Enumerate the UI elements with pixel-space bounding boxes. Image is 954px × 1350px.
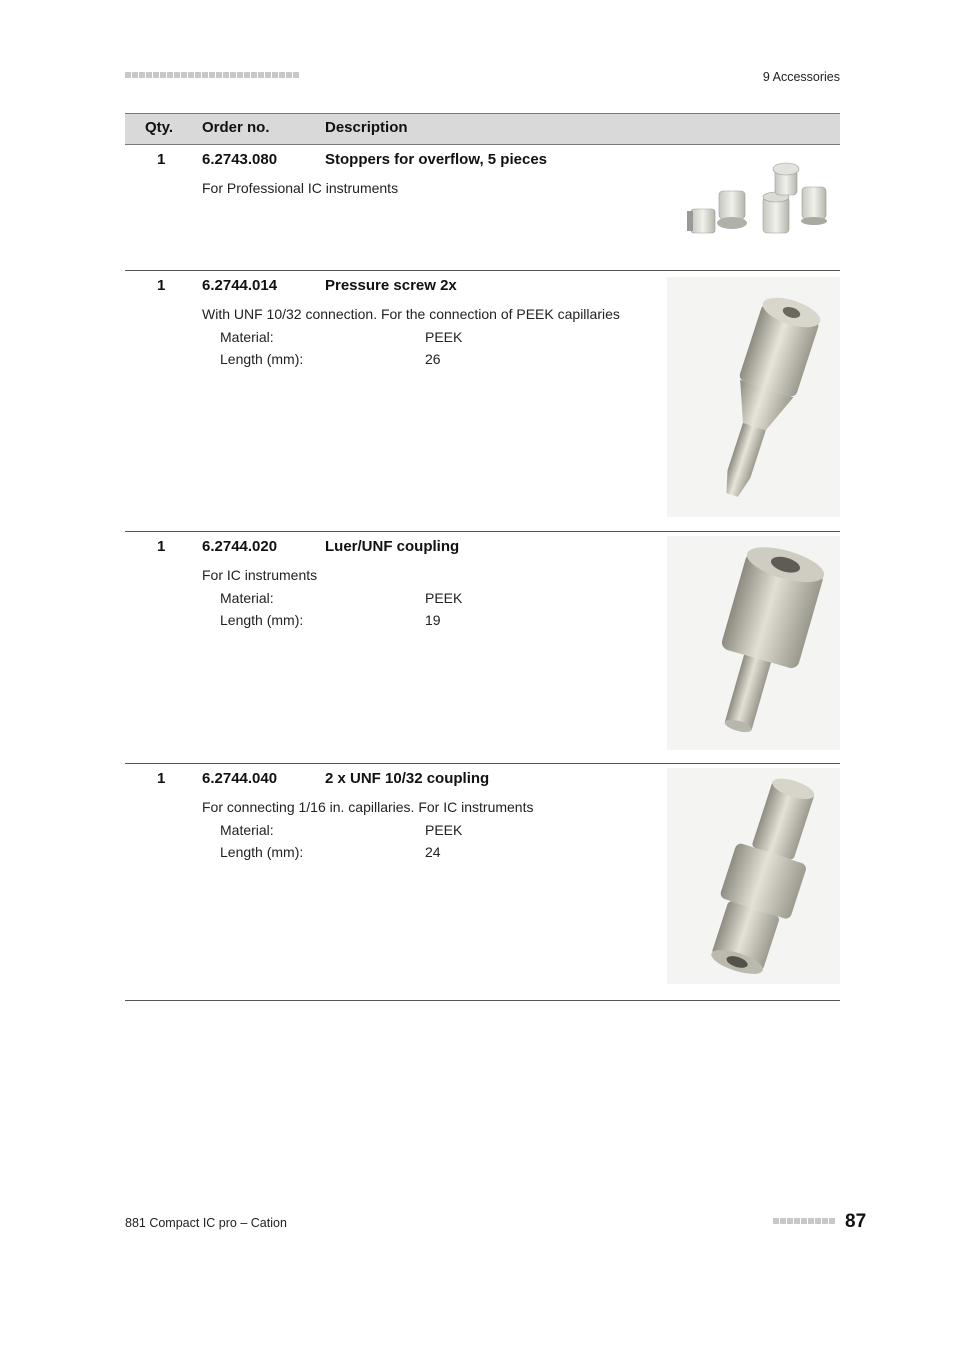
row-order-no: 6.2744.014 (202, 277, 278, 294)
column-header-order: Order no. (202, 119, 270, 136)
row-order-no: 6.2744.040 (202, 770, 278, 787)
stoppers-image (667, 153, 840, 253)
row-description: With UNF 10/32 connection. For the connection of PEEK capillaries (202, 306, 620, 322)
table-row (125, 532, 840, 764)
page-number: 87 (845, 1211, 867, 1232)
row-title: Pressure screw 2x (325, 277, 457, 294)
spec-label: Length (mm): (220, 844, 304, 860)
spec-value: PEEK (425, 590, 463, 606)
spec-label: Material: (220, 590, 274, 606)
row-description: For connecting 1/16 in. capillaries. For IC instruments (202, 799, 534, 815)
row-qty: 1 (157, 770, 166, 787)
spec-label: Length (mm): (220, 612, 304, 628)
column-header-qty: Qty. (145, 119, 174, 136)
row-qty: 1 (157, 277, 166, 294)
row-qty: 1 (157, 151, 166, 168)
column-header-description: Description (325, 119, 408, 136)
row-description: For IC instruments (202, 567, 318, 583)
table-row (125, 271, 840, 532)
spec-label: Length (mm): (220, 351, 304, 367)
header-decoration (125, 72, 299, 80)
table-row (125, 145, 840, 271)
spec-value: 19 (425, 612, 441, 628)
row-description: For Professional IC instruments (202, 180, 399, 196)
spec-value: PEEK (425, 822, 463, 838)
spec-label: Material: (220, 329, 274, 345)
table-header (125, 113, 840, 145)
document-title: 881 Compact IC pro – Cation (125, 1216, 287, 1230)
table-row (125, 764, 840, 1001)
row-title: 2 x UNF 10/32 coupling (325, 770, 490, 787)
footer-decoration (773, 1218, 835, 1224)
accessories-table (125, 113, 840, 1001)
row-order-no: 6.2744.020 (202, 538, 278, 555)
spec-value: 26 (425, 351, 441, 367)
spec-value: 24 (425, 844, 441, 860)
pressure-screw-image (667, 277, 840, 517)
chapter-title: 9 Accessories (762, 70, 840, 84)
luer-coupling-image (667, 536, 840, 750)
row-order-no: 6.2743.080 (202, 151, 278, 168)
spec-label: Material: (220, 822, 274, 838)
row-qty: 1 (157, 538, 166, 555)
unf-coupling-image (667, 768, 840, 984)
row-title: Stoppers for overflow, 5 pieces (325, 151, 548, 168)
row-title: Luer/UNF coupling (325, 538, 460, 555)
spec-value: PEEK (425, 329, 463, 345)
